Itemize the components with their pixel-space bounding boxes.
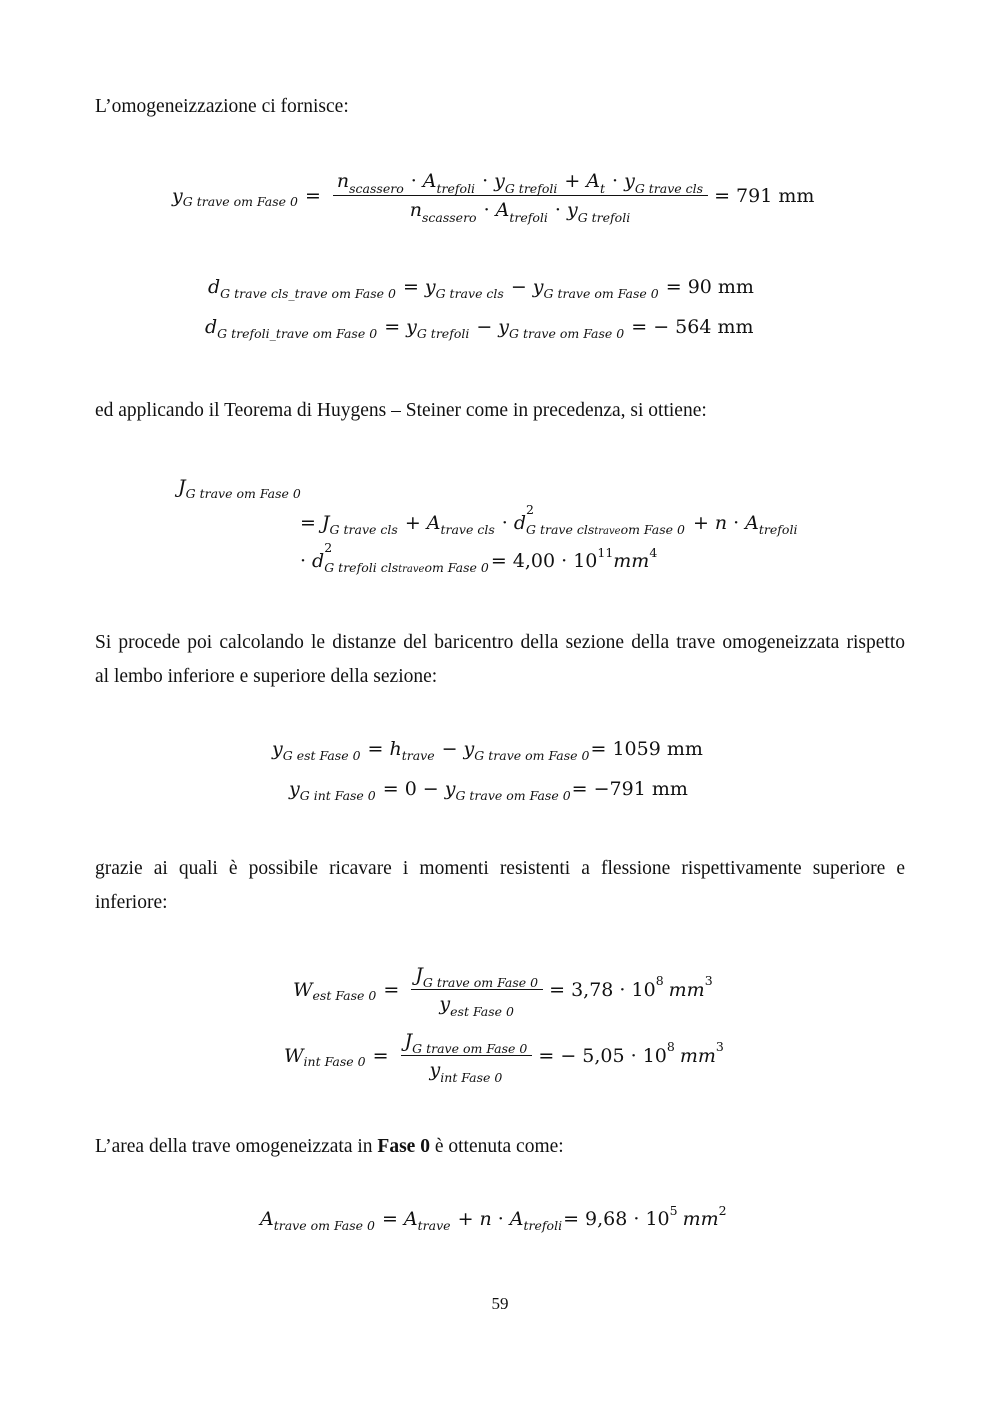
equation-result: = 3,78 · 10 xyxy=(549,978,656,1001)
equation-yg-trave: y G trave om Fase 0 = $\frac{n_{scassero} \cdot A_{trefoli} \cdot y_{G trefoli} + A_t \cdot y_{G trave cls}}{n_{scassero} \cdot A_{trefoli} \cdot y_{G trefoli}}$ = 791 mm xyxy=(172,170,815,225)
equation-d-trave-cls: d G trave cls_trave om Fase 0 = y G trave cls − y G trave om Fase 0 = 90 mm xyxy=(208,276,754,301)
equation-yg-int: y G int Fase 0 = 0 − y G trave om Fase 0 = −791 mm xyxy=(289,778,688,803)
equation-result: = 791 mm xyxy=(714,184,815,207)
page-number: 59 xyxy=(491,1294,509,1313)
fraction-yg: $\frac{n_{scassero} \cdot A_{trefoli} \cdot y_{G trefoli} + A_t \cdot y_{G trave cls}}{n_{scassero} \cdot A_{trefoli} \cdot y_{G trefoli}}$ xyxy=(333,170,708,221)
paragraph-distances-line1: Si procede poi calcolando le distanze del baricentro della sezione della trave omogeneizzata rispetto xyxy=(95,632,905,653)
equation-result: = − 5,05 · 10 xyxy=(538,1044,667,1067)
phase-label: Fase 0 xyxy=(377,1136,430,1157)
equation-result: = 9,68 · 10 xyxy=(563,1208,670,1230)
fraction-w-int: $\frac{J_{G trave om Fase 0}}{y_{int Fase 0}}$ xyxy=(401,1030,533,1081)
paragraph-moments-line2: inferiore: xyxy=(95,892,168,913)
paragraph-distances-line2: al lembo inferiore e superiore della sezione: xyxy=(95,666,438,687)
paragraph-huygens: ed applicando il Teorema di Huygens – Steiner come in precedenza, si ottiene: xyxy=(95,400,707,421)
equation-result: = − 564 mm xyxy=(631,316,754,338)
paragraph-intro: L’omogeneizzazione ci fornisce: xyxy=(95,96,349,117)
equation-area: A trave om Fase 0 = A trave + n · A trefoli = 9,68 · 10 5 mm 2 xyxy=(260,1202,727,1233)
fraction-w-est: $\frac{J_{G trave om Fase 0}}{y_{est Fase 0}}$ xyxy=(411,964,543,1015)
equation-result: = 4,00 · 10 xyxy=(490,550,598,572)
equation-j-line3: · d 2 G trefoli clstraveom Fase 0 = 4,00 · 10 11 mm 4 xyxy=(300,540,658,575)
paragraph-area: L’area della trave omogeneizzata in Fase 0 è ottenuta come: xyxy=(95,1136,564,1157)
equation-result: = 90 mm xyxy=(665,276,754,298)
equation-yg-est: y G est Fase 0 = h trave − y G trave om Fase 0 = 1059 mm xyxy=(272,738,703,763)
equation-j-line1: J G trave om Fase 0 xyxy=(178,476,301,501)
equation-result: = −791 mm xyxy=(571,778,688,800)
equation-w-int: W int Fase 0 = $\frac{J_{G trave om Fase 0}}{y_{int Fase 0}}$ = − 5,05 · 10 8 mm 3 xyxy=(284,1030,724,1085)
equation-w-est: W est Fase 0 = $\frac{J_{G trave om Fase 0}}{y_{est Fase 0}}$ = 3,78 · 10 8 mm 3 xyxy=(293,964,713,1019)
paragraph-moments-line1: grazie ai quali è possibile ricavare i momenti resistenti a flessione rispettivamente superiore e xyxy=(95,858,905,879)
equation-result: = 1059 mm xyxy=(590,738,703,760)
equation-d-trefoli: d G trefoli_trave om Fase 0 = y G trefoli − y G trave om Fase 0 = − 564 mm xyxy=(205,316,754,341)
equation-j-line2: = J G trave cls + A trave cls · d 2 G trave clstraveom Fase 0 + n · A trefoli xyxy=(300,502,798,537)
